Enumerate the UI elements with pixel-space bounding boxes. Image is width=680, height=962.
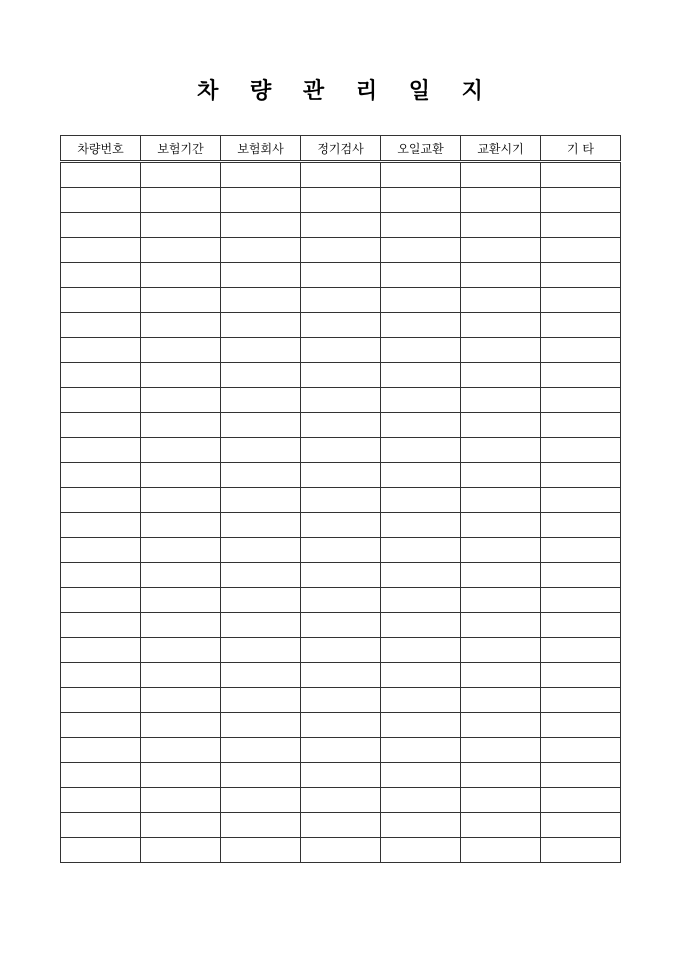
table-cell[interactable] [61, 663, 141, 688]
table-cell[interactable] [461, 338, 541, 363]
table-cell[interactable] [221, 613, 301, 638]
table-cell[interactable] [541, 288, 621, 313]
table-cell[interactable] [461, 238, 541, 263]
table-cell[interactable] [61, 162, 141, 188]
table-cell[interactable] [301, 388, 381, 413]
table-cell[interactable] [381, 738, 461, 763]
table-cell[interactable] [141, 738, 221, 763]
table-cell[interactable] [461, 162, 541, 188]
table-row [61, 713, 621, 738]
table-row [61, 538, 621, 563]
table-cell[interactable] [461, 813, 541, 838]
table-cell[interactable] [381, 263, 461, 288]
table-cell[interactable] [141, 238, 221, 263]
table-cell[interactable] [301, 588, 381, 613]
table-cell[interactable] [61, 763, 141, 788]
table-cell[interactable] [301, 638, 381, 663]
table-cell[interactable] [461, 288, 541, 313]
table-cell[interactable] [141, 188, 221, 213]
table-cell[interactable] [541, 738, 621, 763]
header-vehicle-number: 차량번호 [61, 136, 141, 162]
table-row [61, 738, 621, 763]
table-row [61, 588, 621, 613]
table-cell[interactable] [541, 513, 621, 538]
table-cell[interactable] [381, 363, 461, 388]
table-cell[interactable] [461, 688, 541, 713]
table-cell[interactable] [301, 463, 381, 488]
table-row [61, 213, 621, 238]
table-cell[interactable] [141, 763, 221, 788]
table-cell[interactable] [461, 413, 541, 438]
table-cell[interactable] [61, 313, 141, 338]
table-cell[interactable] [541, 338, 621, 363]
table-cell[interactable] [541, 538, 621, 563]
table-row [61, 313, 621, 338]
table-cell[interactable] [381, 338, 461, 363]
table-cell[interactable] [221, 838, 301, 863]
table-row [61, 788, 621, 813]
page-title: 차 량 관 리 일 지 [197, 79, 495, 104]
header-oil-change: 오일교환 [381, 136, 461, 162]
table-cell[interactable] [541, 813, 621, 838]
table-cell[interactable] [221, 663, 301, 688]
table-cell[interactable] [541, 388, 621, 413]
table-cell[interactable] [381, 388, 461, 413]
table-cell[interactable] [301, 613, 381, 638]
table-cell[interactable] [61, 688, 141, 713]
table-cell[interactable] [381, 788, 461, 813]
table-row [61, 238, 621, 263]
table-cell[interactable] [541, 238, 621, 263]
table-cell[interactable] [61, 238, 141, 263]
table-cell[interactable] [61, 538, 141, 563]
table-cell[interactable] [221, 213, 301, 238]
table-row [61, 388, 621, 413]
table-cell[interactable] [61, 563, 141, 588]
table-cell[interactable] [221, 238, 301, 263]
table-cell[interactable] [461, 188, 541, 213]
table-cell[interactable] [381, 513, 461, 538]
table-cell[interactable] [301, 563, 381, 588]
table-cell[interactable] [381, 413, 461, 438]
table-cell[interactable] [61, 638, 141, 663]
table-cell[interactable] [141, 513, 221, 538]
table-cell[interactable] [381, 288, 461, 313]
table-cell[interactable] [221, 588, 301, 613]
table-cell[interactable] [301, 713, 381, 738]
table-cell[interactable] [461, 513, 541, 538]
table-cell[interactable] [141, 363, 221, 388]
table-cell[interactable] [381, 663, 461, 688]
table-cell[interactable] [461, 213, 541, 238]
table-row [61, 188, 621, 213]
table-cell[interactable] [301, 263, 381, 288]
table-cell[interactable] [221, 538, 301, 563]
table-cell[interactable] [301, 838, 381, 863]
vehicle-log-table [60, 135, 621, 863]
table-cell[interactable] [141, 688, 221, 713]
table-cell[interactable] [461, 438, 541, 463]
table-row [61, 763, 621, 788]
table-cell[interactable] [221, 813, 301, 838]
table-row [61, 663, 621, 688]
table-cell[interactable] [381, 838, 461, 863]
table-cell[interactable] [301, 688, 381, 713]
table-cell[interactable] [221, 363, 301, 388]
table-cell[interactable] [61, 363, 141, 388]
table-cell[interactable] [381, 813, 461, 838]
table-row [61, 363, 621, 388]
table-cell[interactable] [221, 563, 301, 588]
table-cell[interactable] [381, 613, 461, 638]
table-cell[interactable] [141, 263, 221, 288]
table-cell[interactable] [221, 188, 301, 213]
table-row [61, 563, 621, 588]
table-cell[interactable] [381, 713, 461, 738]
table-cell[interactable] [301, 363, 381, 388]
table-cell[interactable] [61, 813, 141, 838]
table-cell[interactable] [141, 813, 221, 838]
table-cell[interactable] [141, 588, 221, 613]
table-cell[interactable] [541, 588, 621, 613]
table-cell[interactable] [541, 663, 621, 688]
table-cell[interactable] [381, 188, 461, 213]
table-cell[interactable] [461, 638, 541, 663]
table-cell[interactable] [141, 788, 221, 813]
table-cell[interactable] [301, 763, 381, 788]
table-cell[interactable] [381, 162, 461, 188]
table-cell[interactable] [61, 613, 141, 638]
table-cell[interactable] [541, 788, 621, 813]
table-cell[interactable] [301, 162, 381, 188]
table-cell[interactable] [381, 238, 461, 263]
table-cell[interactable] [461, 663, 541, 688]
table-cell[interactable] [461, 388, 541, 413]
table-cell[interactable] [541, 563, 621, 588]
table-cell[interactable] [61, 588, 141, 613]
table-cell[interactable] [61, 213, 141, 238]
table-cell[interactable] [61, 263, 141, 288]
table-cell[interactable] [541, 263, 621, 288]
header-row [61, 136, 621, 162]
table-cell[interactable] [541, 213, 621, 238]
table-cell[interactable] [221, 513, 301, 538]
table-cell[interactable] [461, 738, 541, 763]
table-cell[interactable] [301, 488, 381, 513]
table-cell[interactable] [301, 538, 381, 563]
table-cell[interactable] [381, 588, 461, 613]
table-cell[interactable] [381, 638, 461, 663]
table-cell[interactable] [61, 838, 141, 863]
table-cell[interactable] [541, 838, 621, 863]
table-cell[interactable] [221, 162, 301, 188]
table-cell[interactable] [541, 638, 621, 663]
table-cell[interactable] [461, 838, 541, 863]
table-cell[interactable] [301, 338, 381, 363]
table-cell[interactable] [541, 438, 621, 463]
table-cell[interactable] [141, 213, 221, 238]
table-cell[interactable] [221, 688, 301, 713]
table-cell[interactable] [381, 313, 461, 338]
table-cell[interactable] [221, 763, 301, 788]
table-cell[interactable] [381, 213, 461, 238]
table-cell[interactable] [221, 313, 301, 338]
table-cell[interactable] [301, 788, 381, 813]
table-cell[interactable] [541, 463, 621, 488]
table-cell[interactable] [221, 488, 301, 513]
table-cell[interactable] [381, 538, 461, 563]
table-cell[interactable] [461, 588, 541, 613]
table-row [61, 838, 621, 863]
table-cell[interactable] [61, 488, 141, 513]
table-cell[interactable] [141, 463, 221, 488]
header-insurance-company: 보험회사 [221, 136, 301, 162]
table-row [61, 688, 621, 713]
table-cell[interactable] [461, 488, 541, 513]
table-cell[interactable] [221, 638, 301, 663]
header-insurance-period: 보험기간 [141, 136, 221, 162]
table-cell[interactable] [301, 188, 381, 213]
table-cell[interactable] [141, 438, 221, 463]
table-cell[interactable] [221, 788, 301, 813]
table-cell[interactable] [541, 188, 621, 213]
table-cell[interactable] [61, 788, 141, 813]
table-cell[interactable] [61, 413, 141, 438]
table-row [61, 438, 621, 463]
table-cell[interactable] [301, 413, 381, 438]
table-cell[interactable] [461, 613, 541, 638]
header-other: 기 타 [541, 136, 621, 162]
table-cell[interactable] [221, 413, 301, 438]
table-row [61, 613, 621, 638]
table-row [61, 162, 621, 188]
table-cell[interactable] [381, 563, 461, 588]
table-cell[interactable] [541, 688, 621, 713]
table-cell[interactable] [541, 413, 621, 438]
table-cell[interactable] [541, 763, 621, 788]
table-cell[interactable] [541, 313, 621, 338]
table-cell[interactable] [381, 488, 461, 513]
table-cell[interactable] [221, 713, 301, 738]
table-cell[interactable] [461, 788, 541, 813]
table-row [61, 263, 621, 288]
table-cell[interactable] [221, 263, 301, 288]
table-row [61, 338, 621, 363]
table-cell[interactable] [61, 338, 141, 363]
table-cell[interactable] [61, 713, 141, 738]
table-cell[interactable] [61, 288, 141, 313]
table-cell[interactable] [301, 513, 381, 538]
table-cell[interactable] [221, 338, 301, 363]
table-cell[interactable] [61, 738, 141, 763]
table-cell[interactable] [221, 463, 301, 488]
table-cell[interactable] [141, 613, 221, 638]
table-cell[interactable] [221, 288, 301, 313]
table-cell[interactable] [301, 288, 381, 313]
table-cell[interactable] [461, 463, 541, 488]
table-cell[interactable] [141, 338, 221, 363]
table-cell[interactable] [381, 463, 461, 488]
table-row [61, 288, 621, 313]
table-row [61, 488, 621, 513]
table-cell[interactable] [461, 763, 541, 788]
table-cell[interactable] [141, 388, 221, 413]
table-row [61, 638, 621, 663]
table-cell[interactable] [381, 438, 461, 463]
table-cell[interactable] [301, 313, 381, 338]
table-cell[interactable] [141, 313, 221, 338]
table-cell[interactable] [461, 313, 541, 338]
table-cell[interactable] [461, 363, 541, 388]
table-cell[interactable] [141, 713, 221, 738]
table-cell[interactable] [301, 663, 381, 688]
table-cell[interactable] [301, 813, 381, 838]
table-cell[interactable] [301, 738, 381, 763]
table-cell[interactable] [461, 538, 541, 563]
header-change-interval: 교환시기 [461, 136, 541, 162]
table-cell[interactable] [141, 663, 221, 688]
table-cell[interactable] [461, 713, 541, 738]
table-row [61, 813, 621, 838]
table-cell[interactable] [141, 288, 221, 313]
table-cell[interactable] [61, 513, 141, 538]
table-cell[interactable] [141, 838, 221, 863]
table-cell[interactable] [61, 388, 141, 413]
header-regular-inspection: 정기검사 [301, 136, 381, 162]
table-cell[interactable] [541, 613, 621, 638]
table-body [61, 162, 621, 863]
table-cell[interactable] [141, 638, 221, 663]
table-cell[interactable] [141, 563, 221, 588]
table-cell[interactable] [61, 188, 141, 213]
table-cell[interactable] [541, 162, 621, 188]
table-cell[interactable] [381, 688, 461, 713]
table-cell[interactable] [301, 238, 381, 263]
table-row [61, 463, 621, 488]
table-cell[interactable] [141, 413, 221, 438]
table-cell[interactable] [381, 763, 461, 788]
table-cell[interactable] [461, 263, 541, 288]
table-cell[interactable] [141, 162, 221, 188]
table-cell[interactable] [141, 538, 221, 563]
table-cell[interactable] [541, 488, 621, 513]
table-cell[interactable] [61, 463, 141, 488]
table-cell[interactable] [141, 488, 221, 513]
table-cell[interactable] [301, 213, 381, 238]
table-cell[interactable] [541, 363, 621, 388]
table-row [61, 413, 621, 438]
table-cell[interactable] [461, 563, 541, 588]
table-cell[interactable] [61, 438, 141, 463]
table-cell[interactable] [301, 438, 381, 463]
table-cell[interactable] [221, 738, 301, 763]
table-row [61, 513, 621, 538]
table-cell[interactable] [221, 388, 301, 413]
table-cell[interactable] [221, 438, 301, 463]
table-cell[interactable] [541, 713, 621, 738]
